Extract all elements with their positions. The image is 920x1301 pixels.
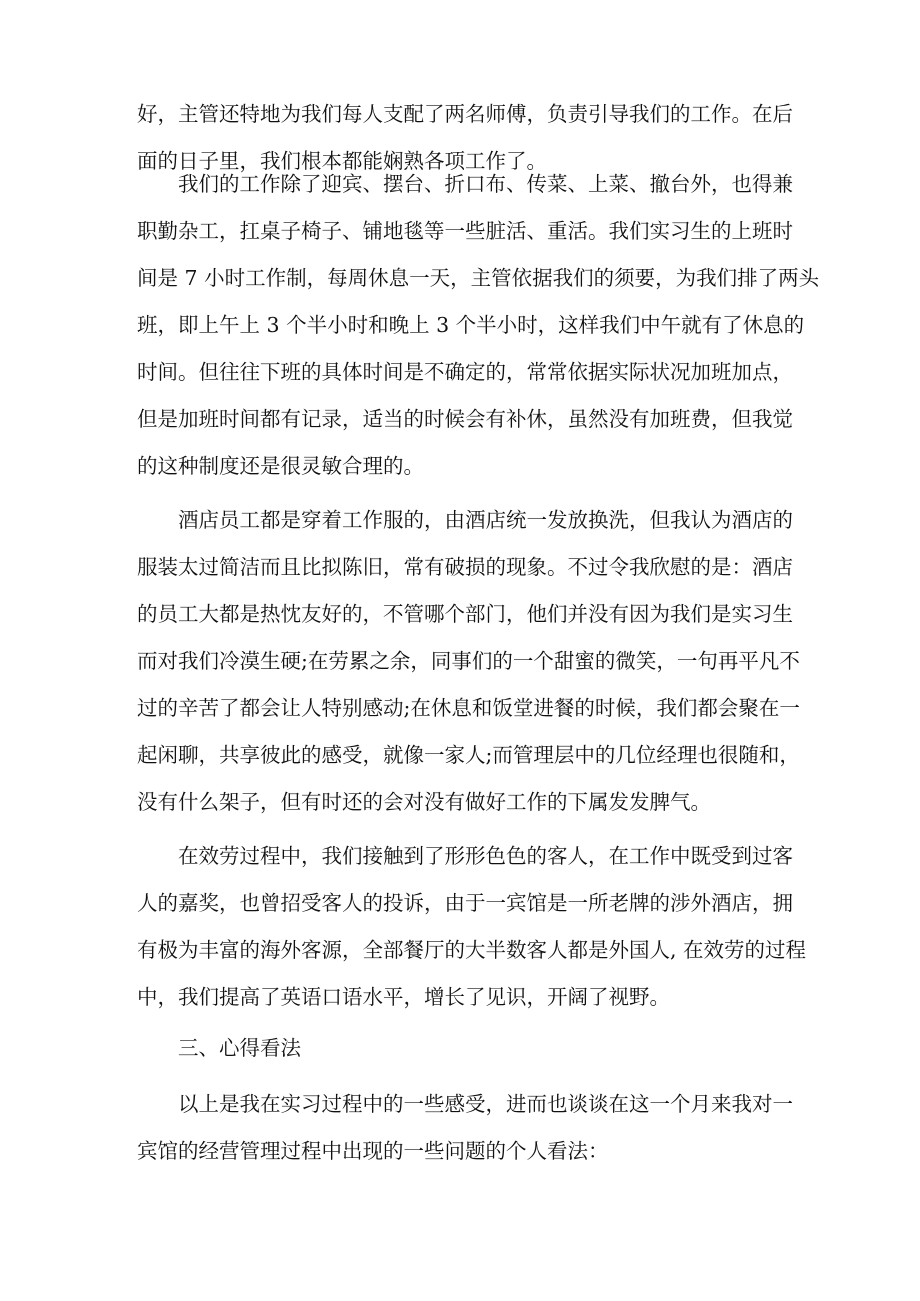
text-line: 班，即上午上 3 个半小时和晚上 3 个半小时，这样我们中午就有了休息的 <box>137 313 805 337</box>
heading-text: 三、心得看法 <box>178 1036 301 1060</box>
text-line: 中，我们提高了英语口语水平，增长了见识，开阔了视野。 <box>137 985 670 1009</box>
text-line: 在效劳过程中，我们接触到了形形色色的客人，在工作中既受到过客 <box>178 844 793 868</box>
text-line: 起闲聊，共享彼此的感受，就像一家人;而管理层中的几位经理也很随和， <box>137 743 800 767</box>
paragraph-work-duties <box>137 161 820 490</box>
text-line: 但是加班时间都有记录，适当的时候会有补休，虽然没有加班费，但我觉 <box>137 407 793 431</box>
text-line: 人的嘉奖，也曾招受客人的投诉，由于一宾馆是一所老牌的涉外酒店，拥 <box>137 891 793 915</box>
text-line: 宾馆的经营管理过程中出现的一些问题的个人看法： <box>137 1139 609 1163</box>
text-line: 的这种制度还是很灵敏合理的。 <box>137 454 424 478</box>
text-line: 而对我们冷漠生硬;在劳累之余，同事们的一个甜蜜的微笑，一句再平凡不 <box>137 649 800 673</box>
text-line: 有极为丰富的海外客源，全部餐厅的大半数客人都是外国人, 在效劳的过程 <box>137 938 807 962</box>
text-line: 职勤杂工，扛桌子椅子、铺地毯等一些脏活、重活。我们实习生的上班时 <box>137 219 793 243</box>
text-line: 酒店员工都是穿着工作服的，由酒店统一发放换洗，但我认为酒店的 <box>178 508 793 532</box>
section-heading <box>137 1025 797 1072</box>
text-line: 好，主管还特地为我们每人支配了两名师傅，负责引导我们的工作。在后 <box>137 102 793 126</box>
text-line: 没有什么架子，但有时还的会对没有做好工作的下属发发脾气。 <box>137 790 711 814</box>
paragraph-views <box>137 1081 797 1175</box>
text-line: 的员工大都是热忱友好的，不管哪个部门，他们并没有因为我们是实习生 <box>137 602 793 626</box>
text-line: 我们的工作除了迎宾、摆台、折口布、传菜、上菜、撤台外，也得兼 <box>178 172 793 196</box>
paragraph-service <box>137 833 807 1021</box>
text-line: 以上是我在实习过程中的一些感受，进而也谈谈在这一个月来我对一 <box>178 1092 793 1116</box>
text-line: 面的日子里，我们根本都能娴熟各项工作了。 <box>137 149 547 173</box>
text-line: 时间。但往往下班的具体时间是不确定的，常常依据实际状况加班加点， <box>137 360 793 384</box>
text-line: 服装太过简洁而且比拟陈旧，常有破损的现象。不过令我欣慰的是：酒店 <box>137 555 793 579</box>
text-line: 过的辛苦了都会让人特别感动;在休息和饭堂进餐的时候，我们都会聚在一 <box>137 696 800 720</box>
paragraph-staff <box>137 497 800 826</box>
text-line: 间是 7 小时工作制，每周休息一天，主管依据我们的须要，为我们排了两头 <box>137 266 820 290</box>
